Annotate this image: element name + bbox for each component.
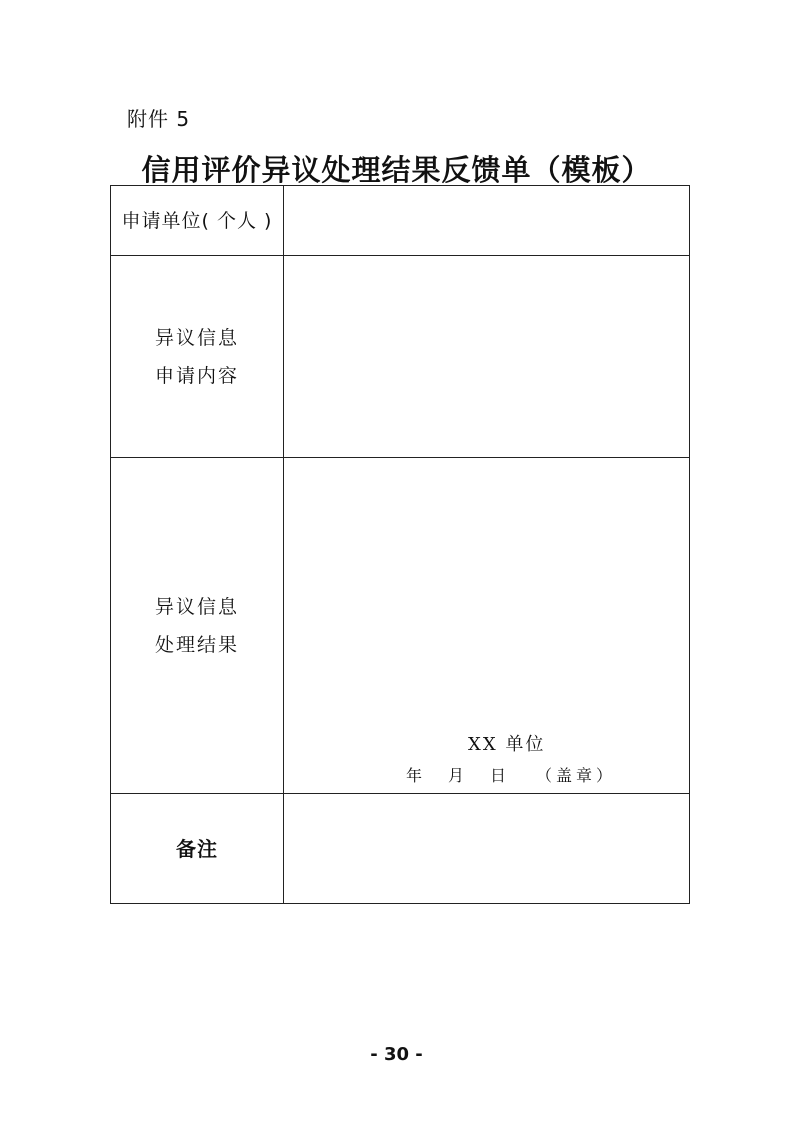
objection-result-label-line2: 处理结果 <box>154 633 239 656</box>
day-label: 日 <box>490 766 507 785</box>
applicant-label: 申请单位( 个人 ) <box>111 186 284 256</box>
remarks-field[interactable] <box>284 794 690 904</box>
date-seal-line <box>406 763 616 786</box>
form-row-applicant <box>111 186 690 256</box>
objection-result-field[interactable] <box>284 458 690 794</box>
page-number: - 30 - <box>370 1044 423 1065</box>
feedback-form-table <box>110 185 690 904</box>
form-row-remarks <box>111 794 690 904</box>
objection-request-label <box>111 256 284 458</box>
page-title: 信用评价异议处理结果反馈单（模板） <box>141 153 652 187</box>
month-label: 月 <box>448 766 465 785</box>
remarks-label: 备注 <box>111 794 284 904</box>
objection-request-field[interactable] <box>284 256 690 458</box>
objection-request-label-line2: 申请内容 <box>154 364 239 387</box>
issuer-unit: XX 单位 <box>468 734 546 755</box>
form-row-objection-request <box>111 256 690 458</box>
result-cell-content <box>284 458 689 793</box>
objection-result-label-line1: 异议信息 <box>154 595 239 618</box>
form-row-objection-result <box>111 458 690 794</box>
attachment-label: 附件 5 <box>127 107 191 131</box>
objection-result-label <box>111 458 284 794</box>
objection-request-label-line1: 异议信息 <box>154 326 239 349</box>
applicant-field[interactable] <box>284 186 690 256</box>
seal-label: （盖章） <box>536 766 617 785</box>
year-label: 年 <box>406 766 423 785</box>
